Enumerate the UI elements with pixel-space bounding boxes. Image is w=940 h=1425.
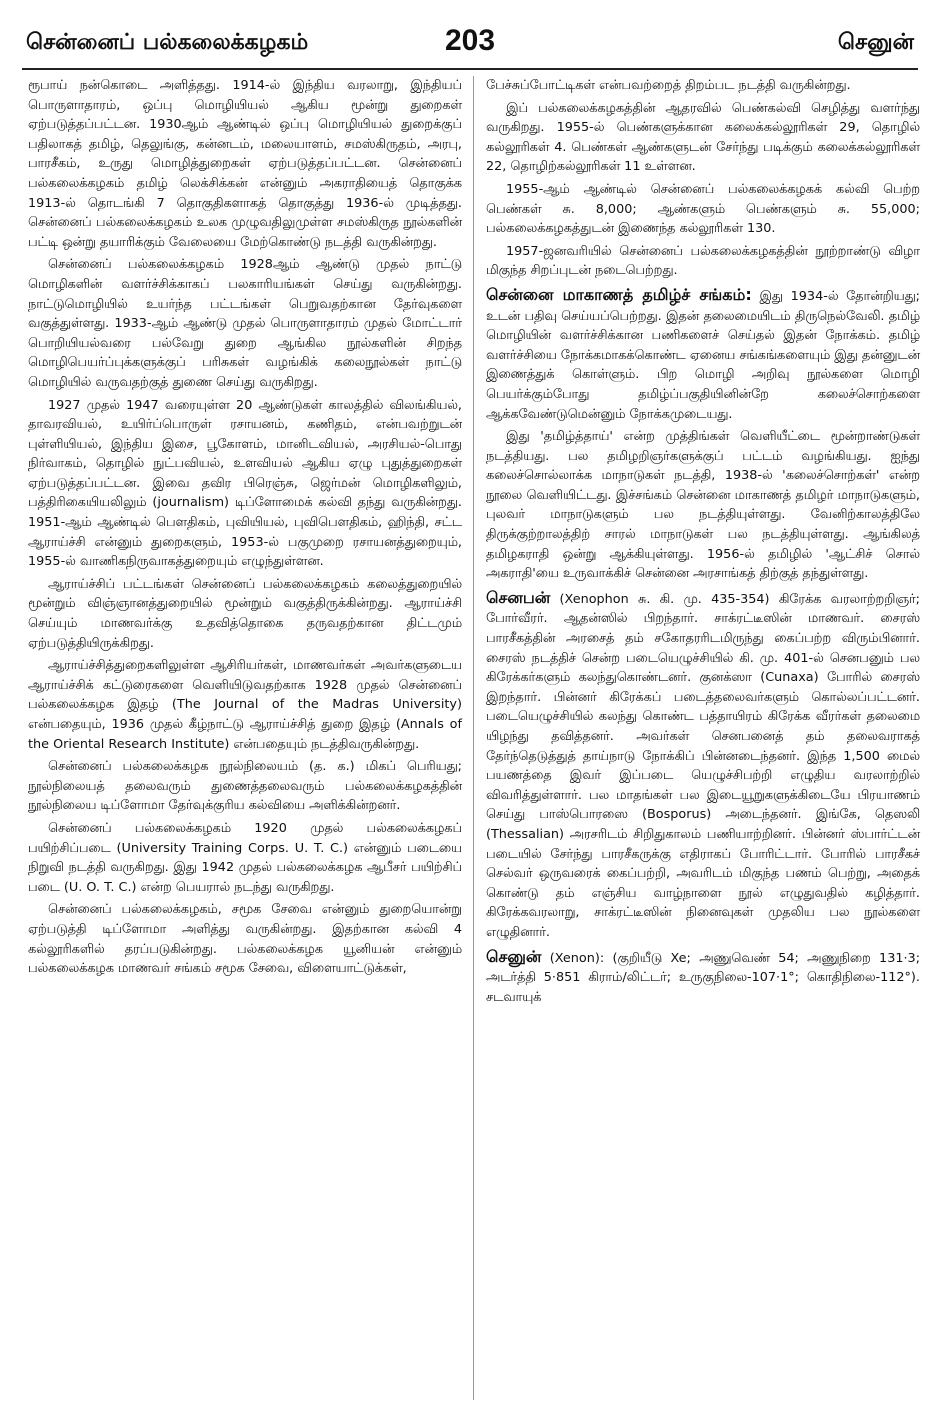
paragraph [28,900,462,978]
right-column [486,76,920,1010]
paragraph-text: இப் பல்கலைக்கழகத்தின் ஆதரவில் பெண்கல்வி செழித்து வளர்ந்து வருகிறது. 1955-ல் பெண்களுக்கான கலைக்கல்லூரிகள் 29, தொழில் கல்லூரிகள் 4. பெண்கள் ஆண்களுடன் சேர்ந்து படிக்கும் கலைக்கல்லூரிகள் 22, தொழிற்கல்லூரிகள் 11 உள்ளன. [486,100,920,175]
paragraph-text: 1927 முதல் 1947 வரையுள்ள 20 ஆண்டுகள் காலத்தில் விலங்கியல், தாவரவியல், உயிர்ப்பொருள் ரசாயனம், கணிதம், என்பவற்றுடன் புள்ளியியல், இந்திய இசை, பூகோளம், மானிடவியல், அரசியல்-பொது நிர்வாகம், தொழில் நுட்பவியல், உளவியல் ஆகிய ஏழு புதுத்துறைகள் ஏற்படுத்தப்பட்டன. இவை தவிர பிரெஞ்சு, ஜெர்மன் மொழிகளிலும், பத்திரிகையியலிலும் (journalism) டிப்ளோமைக் கல்வி தந்து வருகின்றது. 1951-ஆம் ஆண்டில் பௌதிகம், புவியியல், புவிபௌதிகம், ஹிந்தி, சட்ட ஆராய்ச்சி என்னும் துறைகளும், 1953-ல் பகுமுறை ரசாயனத்துறையும், 1955-ல் வாணிகநிருவாகத்துறையும் எழுந்துள்ளன. [28,397,462,570]
paragraph [28,76,462,252]
paragraph [28,255,462,392]
running-title: சென்னைப் பல்கலைக்கழகம் [26,30,309,55]
paragraph [486,242,920,281]
paragraph [28,757,462,816]
paragraph-text: சென்னைப் பல்கலைக்கழக நூல்நிலையம் (த. க.) மிகப் பெரியது; நூல்நிலையத் தலைவரும் துணைத்தலைவரும் பல்கலைக்கழகத்தின் நூல்நிலைய டிப்ளோமா தேர்வுக்குரிய கல்வியை அளிக்கின்றனர். [28,759,462,814]
paragraph-text: இது 1934-ல் தோன்றியது; உடன் பதிவு செய்யப்பெற்றது. இதன் தலைமையிடம் திருநெல்வேலி. தமிழ் மொழியின் வளர்ச்சிக்கான பணிகளைச் செய்தல் இதன் நோக்கம். தமிழ் வளர்ச்சியை நோக்கமாகக்கொண்ட ஏனைய சங்கங்களையும் இது தன்னுடன் இணைத்துக் கொள்ளும். பிற மொழி அறிவு நூல்களை மொழி பெயர்க்கும்போது தமிழ்ப்பகுதியினின்றே கலைச்சொற்களை ஆக்கவேண்டுமென்னும் நோக்கமுடையது. [486,288,921,422]
paragraph-text: ஆராய்ச்சித்துறைகளிலுள்ள ஆசிரியர்கள், மாணவர்கள் அவர்களுடைய ஆராய்ச்சிக் கட்டுரைகளை வெளியிடுவதற்காக 1928 முதல் சென்னைப் பல்கலைக்கழக இதழ் (The Journal of the Madras University) என்பதையும், 1936 முதல் கீழ்நாட்டு ஆராய்ச்சித் துறை இதழ் (Annals of the Oriental Research Institute) என்பதையும் நடத்திவருகின்றது. [28,658,462,752]
paragraph [486,180,920,239]
paragraph [28,656,462,754]
paragraph [28,819,462,897]
paragraph [28,575,462,653]
encyclopedia-entry [486,947,920,1008]
page-header [22,20,918,70]
paragraph-text: சென்னைப் பல்கலைக்கழகம் 1920 முதல் பல்கலைக்கழகப் பயிற்சிப்படை (University Training Corps. U. T. C.) என்னும் படையை நிறுவி நடத்தி வருகிறது. இது 1942 முதல் பல்கலைக்கழக ஆபீசர் பயிற்சிப் படை (U. O. T. C.) என்ற பெயரால் நடந்து வருகிறது. [28,820,462,895]
entry-headword: செனபன் [486,587,551,607]
left-column [28,76,462,982]
paragraph-text: 1957-ஜனவரியில் சென்னைப் பல்கலைக்கழகத்தின் நூற்றாண்டு விழா மிகுந்த சிறப்புடன் நடைபெற்றது. [486,243,920,279]
paragraph [486,76,920,96]
entry-headword: செனுன் [486,946,542,966]
paragraph-text: சென்னைப் பல்கலைக்கழகம், சமூக சேவை என்னும் துறையொன்று ஏற்படுத்தி டிப்ளோமா அளித்து வருகின்றது. இதற்கான கல்வி 4 கல்லூரிகளில் தரப்படுகின்றது. பல்கலைக்கழக யூனியன் என்னும் பல்கலைக்கழக மாணவர் சங்கம் சமூக சேவை, விளையாட்டுக்கள், [28,902,462,977]
paragraph-text: இது 'தமிழ்த்தாய்' என்ற முத்திங்கள் வெளியீட்டை மூன்றாண்டுகள் நடத்தியது. பல தமிழறிஞர்களுக்குப் பட்டம் வழங்கியது. ஐந்து கலைச்சொல்லாக்க மாநாடுகள் நடத்தி, 1938-ல் 'கலைச்சொற்கள்' என்ற நூலை வெளியிட்டது. இச்சங்கம் சென்னை மாகாணத் தமிழர் மாநாடுகளும், புலவர் மாநாடுகளும் பல நடத்தியுள்ளது. வேனிற்காலத்திலே திருக்குற்றாலத்திற் சாரல் மாநாடுகள் பல நடத்தியுள்ளது. ஆங்கிலத் தமிழகராதி ஒன்று ஆக்கியுள்ளது. 1956-ல் தமிழில் 'ஆட்சிச் சொல் அகராதி'யை உருவாக்கிச் சென்னை அரசாங்கத் திற்குத் தந்துள்ளது. [486,429,920,582]
encyclopedia-entry [486,285,920,424]
column-divider [473,76,474,1400]
paragraph-text: 1955-ஆம் ஆண்டில் சென்னைப் பல்கலைக்கழகக் கல்வி பெற்ற பெண்கள் சு. 8,000; ஆண்களும் பெண்களும் சு. 55,000; பல்கலைக்கழகத்துடன் இணைந்த கல்லூரிகள் 130. [486,181,920,237]
paragraph-text: சென்னைப் பல்கலைக்கழகம் 1928ஆம் ஆண்டு முதல் நாட்டு மொழிகளின் வளர்ச்சிக்காகப் பலகாரியங்கள் செய்து வருகின்றது. நாட்டுமொழியில் உயர்ந்த பட்டங்கள் பெறுவதற்கான தேர்வுகளை வகுத்துள்ளது. 1933-ஆம் ஆண்டு முதல் பொருளாதாரம் முதல் மோட்டார் பொறியியல்வரை பல்வேறு துறை ஆங்கில நூல்களின் சிறந்த மொழிபெயர்ப்புக்களுக்குப் பரிசுகள் வழங்கிக் கலைநூல்கள் நாட்டு மொழியில் வருவதற்குத் துணை செய்து வருகிறது. [28,257,462,390]
paragraph-text: ஆராய்ச்சிப் பட்டங்கள் சென்னைப் பல்கலைக்கழகம் கலைத்துறையில் மூன்றும் விஞ்ஞானத்துறையில் மூன்றும் வகுத்திருக்கின்றது. ஆராய்ச்சி செய்யும் மாணவர்க்கு உதவித்தொகை தருவதற்கான திட்டமும் ஏற்படுத்தியிருக்கிறது. [28,576,462,651]
entry-headword: சென்னை மாகாணத் தமிழ்ச் சங்கம்: [486,284,752,304]
page-number: 203 [444,24,496,57]
paragraph-text: (Xenophon சு. கி. மு. 435-354) கிரேக்க வரலாற்றறிஞர்; போர்வீரர். ஆதன்ஸில் பிறந்தார். சாக்ரட்டீஸின் மாணவர். சைரஸ் பாரசீகத்தின் அரசைத் தம் சகோதரரிடமிருந்து கைப்பற்ற விரும்பினார். சைரஸ் நடத்திச் சென்ற படையெழுச்சியில் கி. மு. 401-ல் செனபனும் பல கிரேக்கர்களும் கலந்துகொண்டனர். குனக்ஸா (Cunaxa) போரில் சைரஸ் இறந்தார். பின்னர் கிரேக்கப் படைத்தலைவர்களும் கொல்லப்பட்டனர். படையெழுச்சியில் கலந்து கொண்ட பத்தாயிரம் கிரேக்க வீரர்கள் தலைமை யிழந்து தவித்தனர். அவர்கள் செனபனைத் தம் தலைவராகத் தேர்ந்தெடுத்துத் தாய்நாடு நோக்கிப் பின்னடைந்தனர். இந்த 1,500 மைல் பயணத்தை இவர் இப்படை யெழுச்சிபற்றி எழுதிய வரலாற்றில் விவரித்துள்ளார். பல மாதங்கள் பல இடையூறுகளுக்கிடையே பிரயாணம் செய்து பாஸ்பொரஸை (Bosporus) அடைந்தனர். இங்கே, தெஸலி (Thessalian) அரசரிடம் சிறிதுகாலம் பணியாற்றினர். பின்னர் ஸ்பார்ட்டன் படையில் சேர்ந்து பாரசீகருக்கு எதிராகப் போரிட்டார். போரில் பாரசீகச் செல்வர் ஒருவரைக் கைப்பற்றி, அவரிடம் மிகுந்த பணம் பெற்று, அதைக் கொண்டு தம் எஞ்சிய வாழ்நாளை நூல் எழுதுவதில் கழித்தார். கிரேக்கவரலாறு, சாக்ரட்டீஸின் நினைவுகள் முதலிய பல நூல்களை எழுதினார். [486,591,920,940]
encyclopedia-entry [486,588,920,943]
guide-word: செனுன் [837,30,914,55]
paragraph [28,396,462,572]
paragraph-text: ரூபாய் நன்கொடை அளித்தது. 1914-ல் இந்திய வரலாறு, இந்தியப் பொருளாதாரம், ஒப்பு மொழியியல் ஆகிய மூன்று துறைகள் ஏற்படுத்தப்பட்டன. 1930ஆம் ஆண்டில் ஒப்பு மொழியியல் துறைக்குப் பதிலாகத் தமிழ், தெலுங்கு, கன்னடம், மலையாளம், சமஸ்கிருதம், அரபு, பாரசீகம், உருது மொழித்துறைகள் ஏற்படுத்தப்பட்டன. சென்னைப் பல்கலைக்கழகம் தமிழ் லெக்சிக்கன் என்னும் அகராதியைத் தொகுக்க 1913-ல் தொடங்கி 7 தொகுதிகளாகத் தொகுத்து 1936-ல் முடித்தது. சென்னைப் பல்கலைக்கழகம் உலக முழுவதிலுமுள்ள சமஸ்கிருத நூல்களின் பட்டி ஒன்று தயாரிக்கும் வேலையை மேற்கொண்டு நடத்தி வருகின்றது. [28,78,462,250]
paragraph [486,427,920,584]
paragraph [486,99,920,177]
paragraph-text: (Xenon): (குறியீடு Xe; அணுவெண் 54; அணுநிறை 131·3; அடர்த்தி 5·851 கிராம்/லிட்டர்; உருகுநிலை-107·1°; கொதிநிலை-112°). சடவாயுக் [486,950,920,1005]
paragraph-text: பேச்சுப்போட்டிகள் என்பவற்றைத் திறம்பட நடத்தி வருகின்றது. [486,78,851,93]
